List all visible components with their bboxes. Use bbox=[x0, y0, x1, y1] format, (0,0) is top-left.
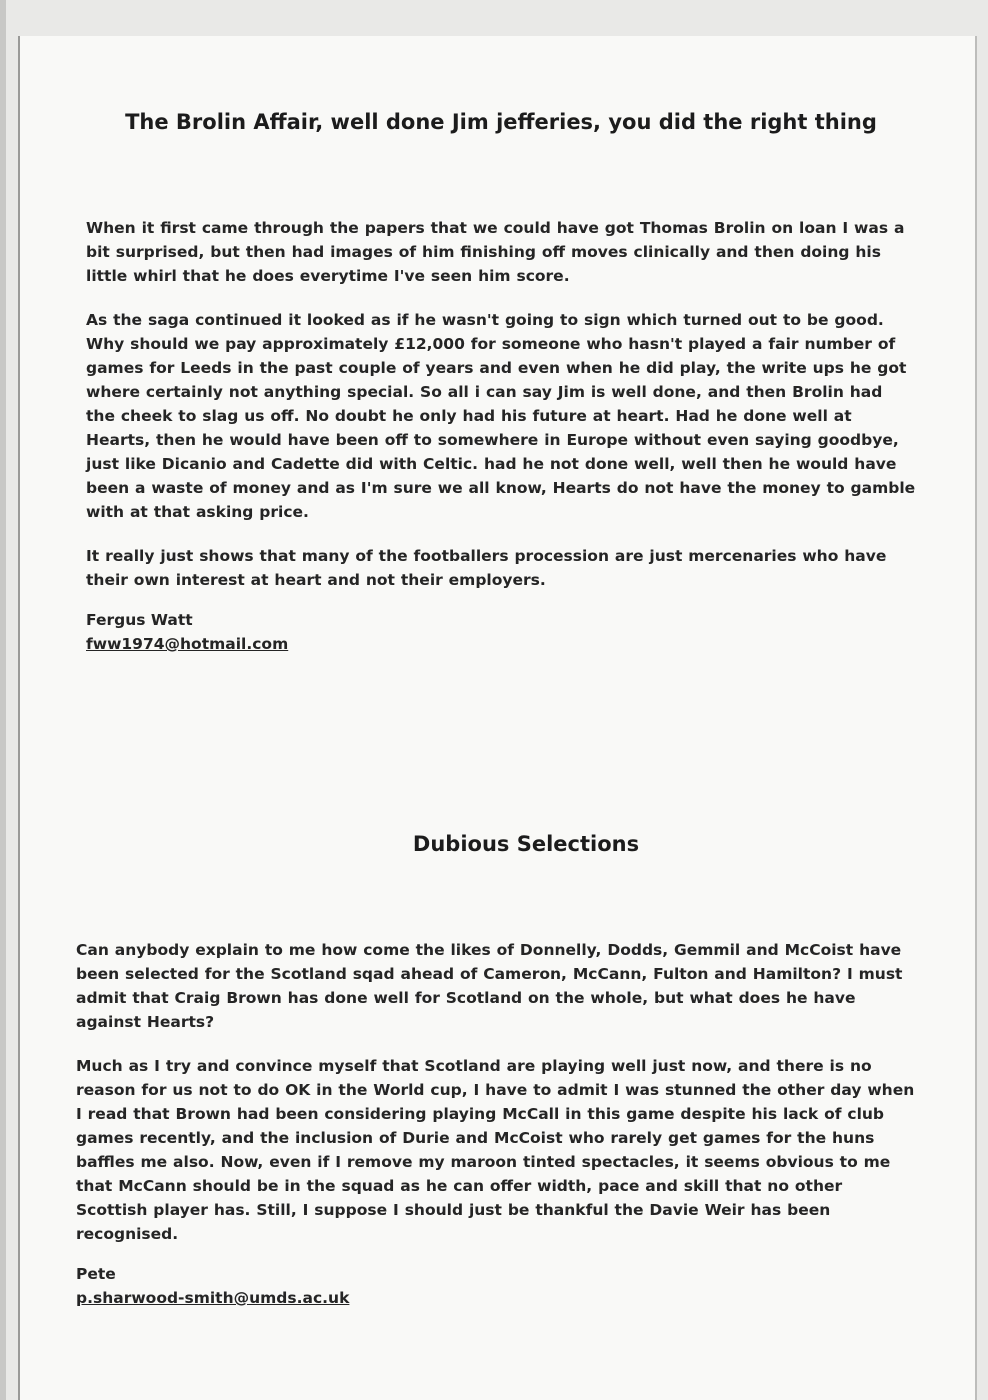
article-dubious-selections bbox=[76, 826, 916, 1310]
author-email-link[interactable]: p.sharwood-smith@umds.ac.uk bbox=[76, 1289, 350, 1307]
article-paragraph: Can anybody explain to me how come the likes of Donnelly, Dodds, Gemmil and McCoist have been selected for the Scotland sqad ahead of Cameron, McCann, Fulton and Hamilton? I must admit that Craig Brown has done well for Scotland on the whole, but what does he have against Hearts? bbox=[76, 941, 903, 1031]
article-paragraph: As the saga continued it looked as if he wasn't going to sign which turned out to be good. Why should we pay approximately £12,000 for someone who hasn't played a fair number of games for Leeds in the past couple of years and even when he did play, the write ups he got where certainly not anything special. So all i can say Jim is well done, and then Brolin had the cheek to slag us off. No doubt he only had his future at heart. Had he done well at Hearts, then he would have been off to somewhere in Europe without even saying goodbye, just like Dicanio and Cadette did with Celtic. had he not done well, well then he would have been a waste of money and as I'm sure we all know, Hearts do not have the money to gamble with at that asking price. bbox=[86, 311, 916, 521]
author-name: Fergus Watt bbox=[86, 611, 193, 629]
article-title: The Brolin Affair, well done Jim jefferies, you did the right thing bbox=[125, 110, 877, 134]
article-paragraph: Much as I try and convince myself that Scotland are playing well just now, and there is no reason for us not to do OK in the World cup, I have to admit I was stunned the other day when I read that Brown had been considering playing McCall in this game despite his lack of club games recently, and the inclusion of Durie and McCoist who rarely get games for the huns baffles me also. Now, even if I remove my maroon tinted spectacles, it seems obvious to me that McCann should be in the squad as he can offer width, pace and skill that no other Scottish player has. Still, I suppose I should just be thankful the Davie Weir has been recognised. bbox=[76, 1057, 915, 1243]
author-name: Pete bbox=[76, 1265, 116, 1283]
article-title: Dubious Selections bbox=[412, 832, 640, 856]
article-paragraph: It really just shows that many of the footballers procession are just mercenaries who have their own interest at heart and not their employers. bbox=[86, 547, 887, 589]
binding-edge bbox=[0, 0, 6, 1400]
author-email-link[interactable]: fww1974@hotmail.com bbox=[86, 635, 289, 653]
article-paragraph: When it first came through the papers that we could have got Thomas Brolin on loan I was a bit surprised, but then had images of him finishing off moves clinically and then doing his little whirl that he does everytime I've seen him score. bbox=[86, 219, 905, 285]
article-brolin-affair bbox=[86, 104, 916, 656]
